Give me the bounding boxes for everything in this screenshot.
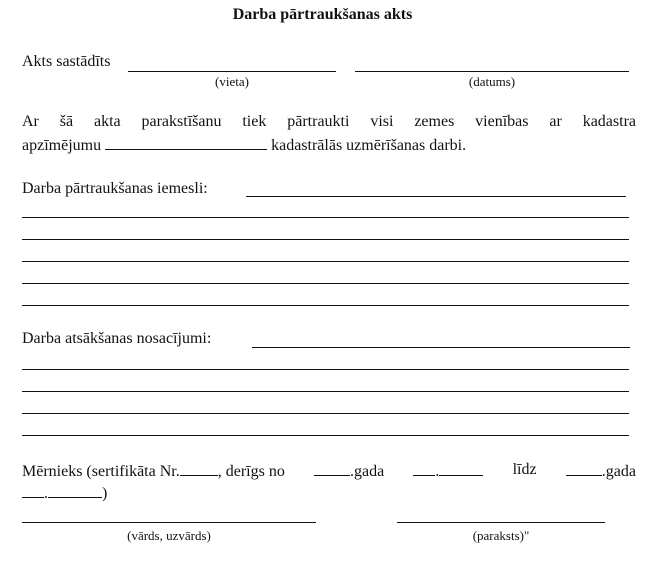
intro-word: vienības (475, 113, 529, 130)
surveyor-line (22, 461, 636, 481)
valid-from-year-blank[interactable] (314, 461, 350, 476)
reasons-line[interactable] (22, 305, 629, 306)
valid-from-month-blank[interactable] (439, 461, 483, 476)
name-line[interactable] (22, 522, 316, 523)
resume-line[interactable] (22, 369, 629, 370)
reasons-line[interactable] (22, 239, 629, 240)
date-caption: (datums) (468, 74, 516, 89)
intro-line-1 (22, 113, 636, 131)
intro-word: kadastra (582, 113, 636, 130)
intro-after: kadastrālās uzmērīšanas darbi. (271, 137, 467, 154)
intro-line-2 (22, 135, 466, 155)
until-label: līdz (512, 461, 537, 478)
reasons-line[interactable] (22, 283, 629, 284)
intro-word: tiek (242, 113, 267, 130)
intro-word: Ar (22, 113, 39, 130)
date-line[interactable] (355, 71, 629, 72)
surveyor-line-2: . ) (22, 483, 107, 503)
resume-line[interactable] (22, 435, 629, 436)
place-caption: (vieta) (215, 74, 249, 89)
drafted-label: Akts sastādīts (22, 53, 111, 70)
cadastral-designation-blank[interactable] (105, 135, 267, 150)
intro-word: parakstīšanu (141, 113, 222, 130)
intro-before: apzīmējumu (22, 137, 102, 154)
reasons-line[interactable] (246, 196, 626, 197)
certificate-number-blank[interactable] (180, 461, 218, 476)
reasons-line[interactable] (22, 261, 629, 262)
valid-until-month-blank[interactable] (48, 483, 102, 498)
intro-word: ar (549, 113, 562, 130)
valid-until-day-blank[interactable] (22, 483, 44, 498)
intro-word: zemes (414, 113, 455, 130)
intro-word: visi (370, 113, 394, 130)
resume-line[interactable] (22, 391, 629, 392)
valid-from-date-group: . (413, 461, 483, 481)
signature-line[interactable] (397, 522, 605, 523)
resume-line[interactable] (22, 413, 629, 414)
place-line[interactable] (128, 71, 336, 72)
document-title: Darba pārtraukšanas akts (232, 6, 413, 23)
reasons-label: Darba pārtraukšanas iemesli: (22, 180, 208, 197)
valid-from-group: .gada (314, 461, 384, 481)
intro-word: pārtraukti (287, 113, 350, 130)
valid-from-day-blank[interactable] (413, 461, 435, 476)
resume-label: Darba atsākšanas nosacījumi: (22, 330, 212, 347)
valid-until-group: .gada (566, 461, 636, 481)
resume-line[interactable] (252, 347, 630, 348)
name-caption: (vārds, uzvārds) (127, 528, 211, 543)
intro-word: akta (93, 113, 121, 130)
surveyor-part1: Mērnieks (sertifikāta Nr. , derīgs no (22, 463, 285, 480)
signature-caption: (paraksts)" (472, 528, 530, 543)
reasons-line[interactable] (22, 217, 629, 218)
valid-until-year-blank[interactable] (566, 461, 602, 476)
intro-word: šā (59, 113, 74, 130)
